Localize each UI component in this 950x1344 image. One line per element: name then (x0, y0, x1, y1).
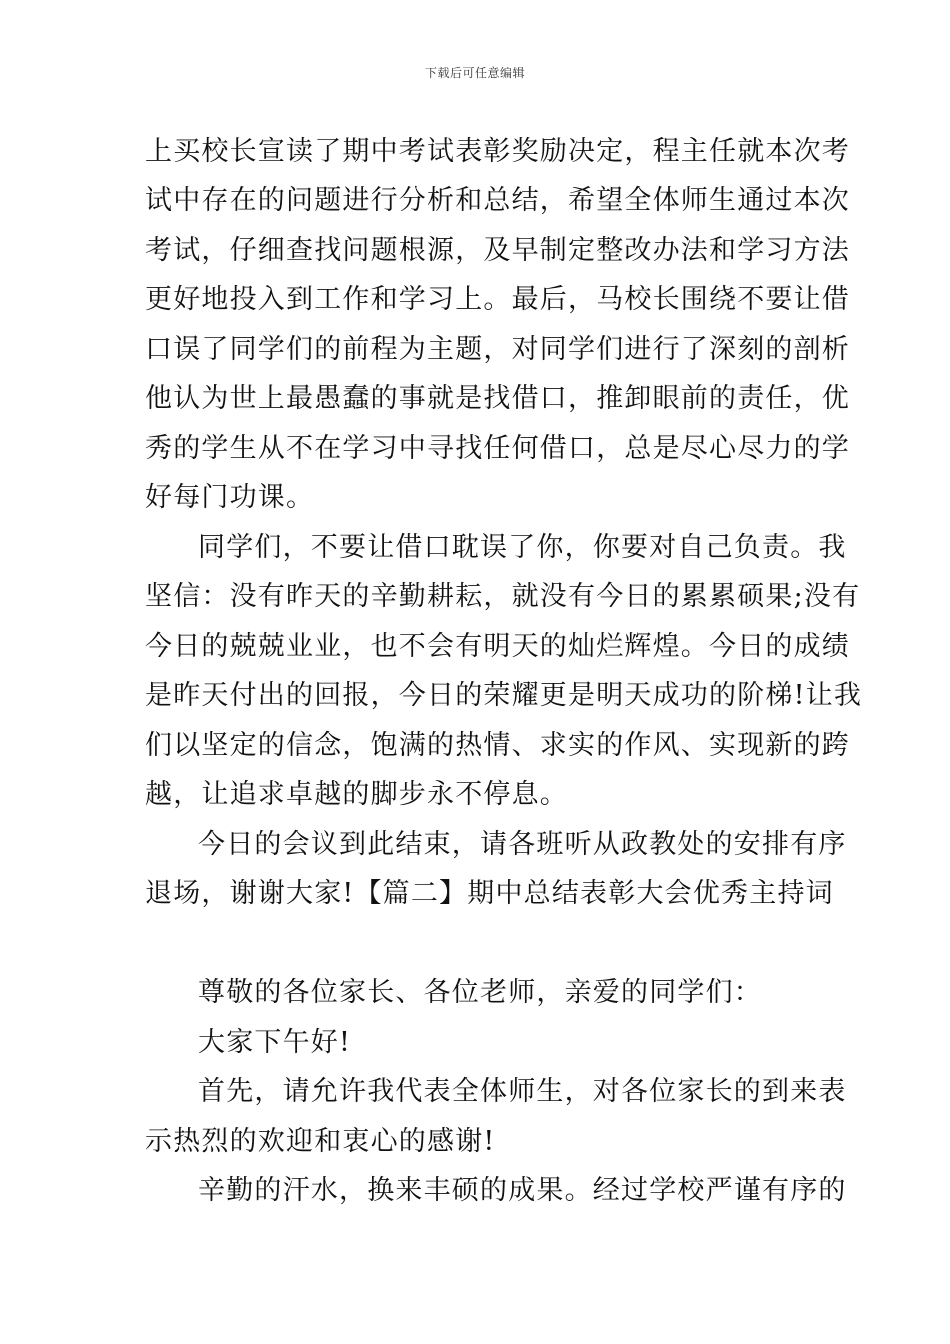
text-line: 秀的学生从不在学习中寻找任何借口，总是尽心尽力的学 (145, 433, 850, 464)
text-line: 们以坚定的信念，饱满的热情、求实的作风、实现新的跨 (145, 730, 850, 761)
text-line: 试中存在的问题进行分析和总结，希望全体师生通过本次 (145, 185, 850, 216)
text-line: 示热烈的欢迎和衷心的感谢! (145, 1126, 496, 1157)
text-line: 大家下午好! (198, 1027, 352, 1058)
text-line: 上买校长宣读了期中考试表彰奖励决定，程主任就本次考 (145, 136, 850, 167)
text-line: 辛勤的汗水，换来丰硕的成果。经过学校严谨有序的 (198, 1175, 847, 1206)
text-line: 尊敬的各位家长、各位老师，亲爱的同学们： (198, 977, 762, 1008)
text-line: 考试，仔细查找问题根源，及早制定整改办法和学习方法 (145, 235, 850, 266)
text-line: 口误了同学们的前程为主题，对同学们进行了深刻的剖析 (145, 334, 850, 365)
text-line: 首先，请允许我代表全体师生，对各位家长的到来表 (198, 1076, 847, 1107)
text-line: 今日的兢兢业业，也不会有明天的灿烂辉煌。今日的成绩 (145, 631, 850, 662)
page-header: 下载后可任意编辑 (424, 66, 525, 80)
text-line: 坚信：没有昨天的辛勤耕耘，就没有今日的累累硕果;没有 (145, 581, 861, 612)
text-line: 同学们，不要让借口耽误了你，你要对自己负责。我 (198, 532, 847, 563)
text-line: 退场，谢谢大家!【篇二】期中总结表彰大会优秀主持词 (145, 878, 834, 909)
text-line: 好每门功课。 (145, 482, 315, 513)
text-line: 更好地投入到工作和学习上。最后，马校长围绕不要让借 (145, 284, 850, 315)
text-line: 他认为世上最愚蠢的事就是找借口，推卸眼前的责任，优 (145, 383, 850, 414)
text-line: 是昨天付出的回报，今日的荣耀更是明天成功的阶梯!让我 (145, 680, 863, 711)
text-line: 今日的会议到此结束，请各班听从政教处的安排有序 (198, 829, 847, 860)
text-line: 越，让追求卓越的脚步永不停息。 (145, 779, 568, 810)
